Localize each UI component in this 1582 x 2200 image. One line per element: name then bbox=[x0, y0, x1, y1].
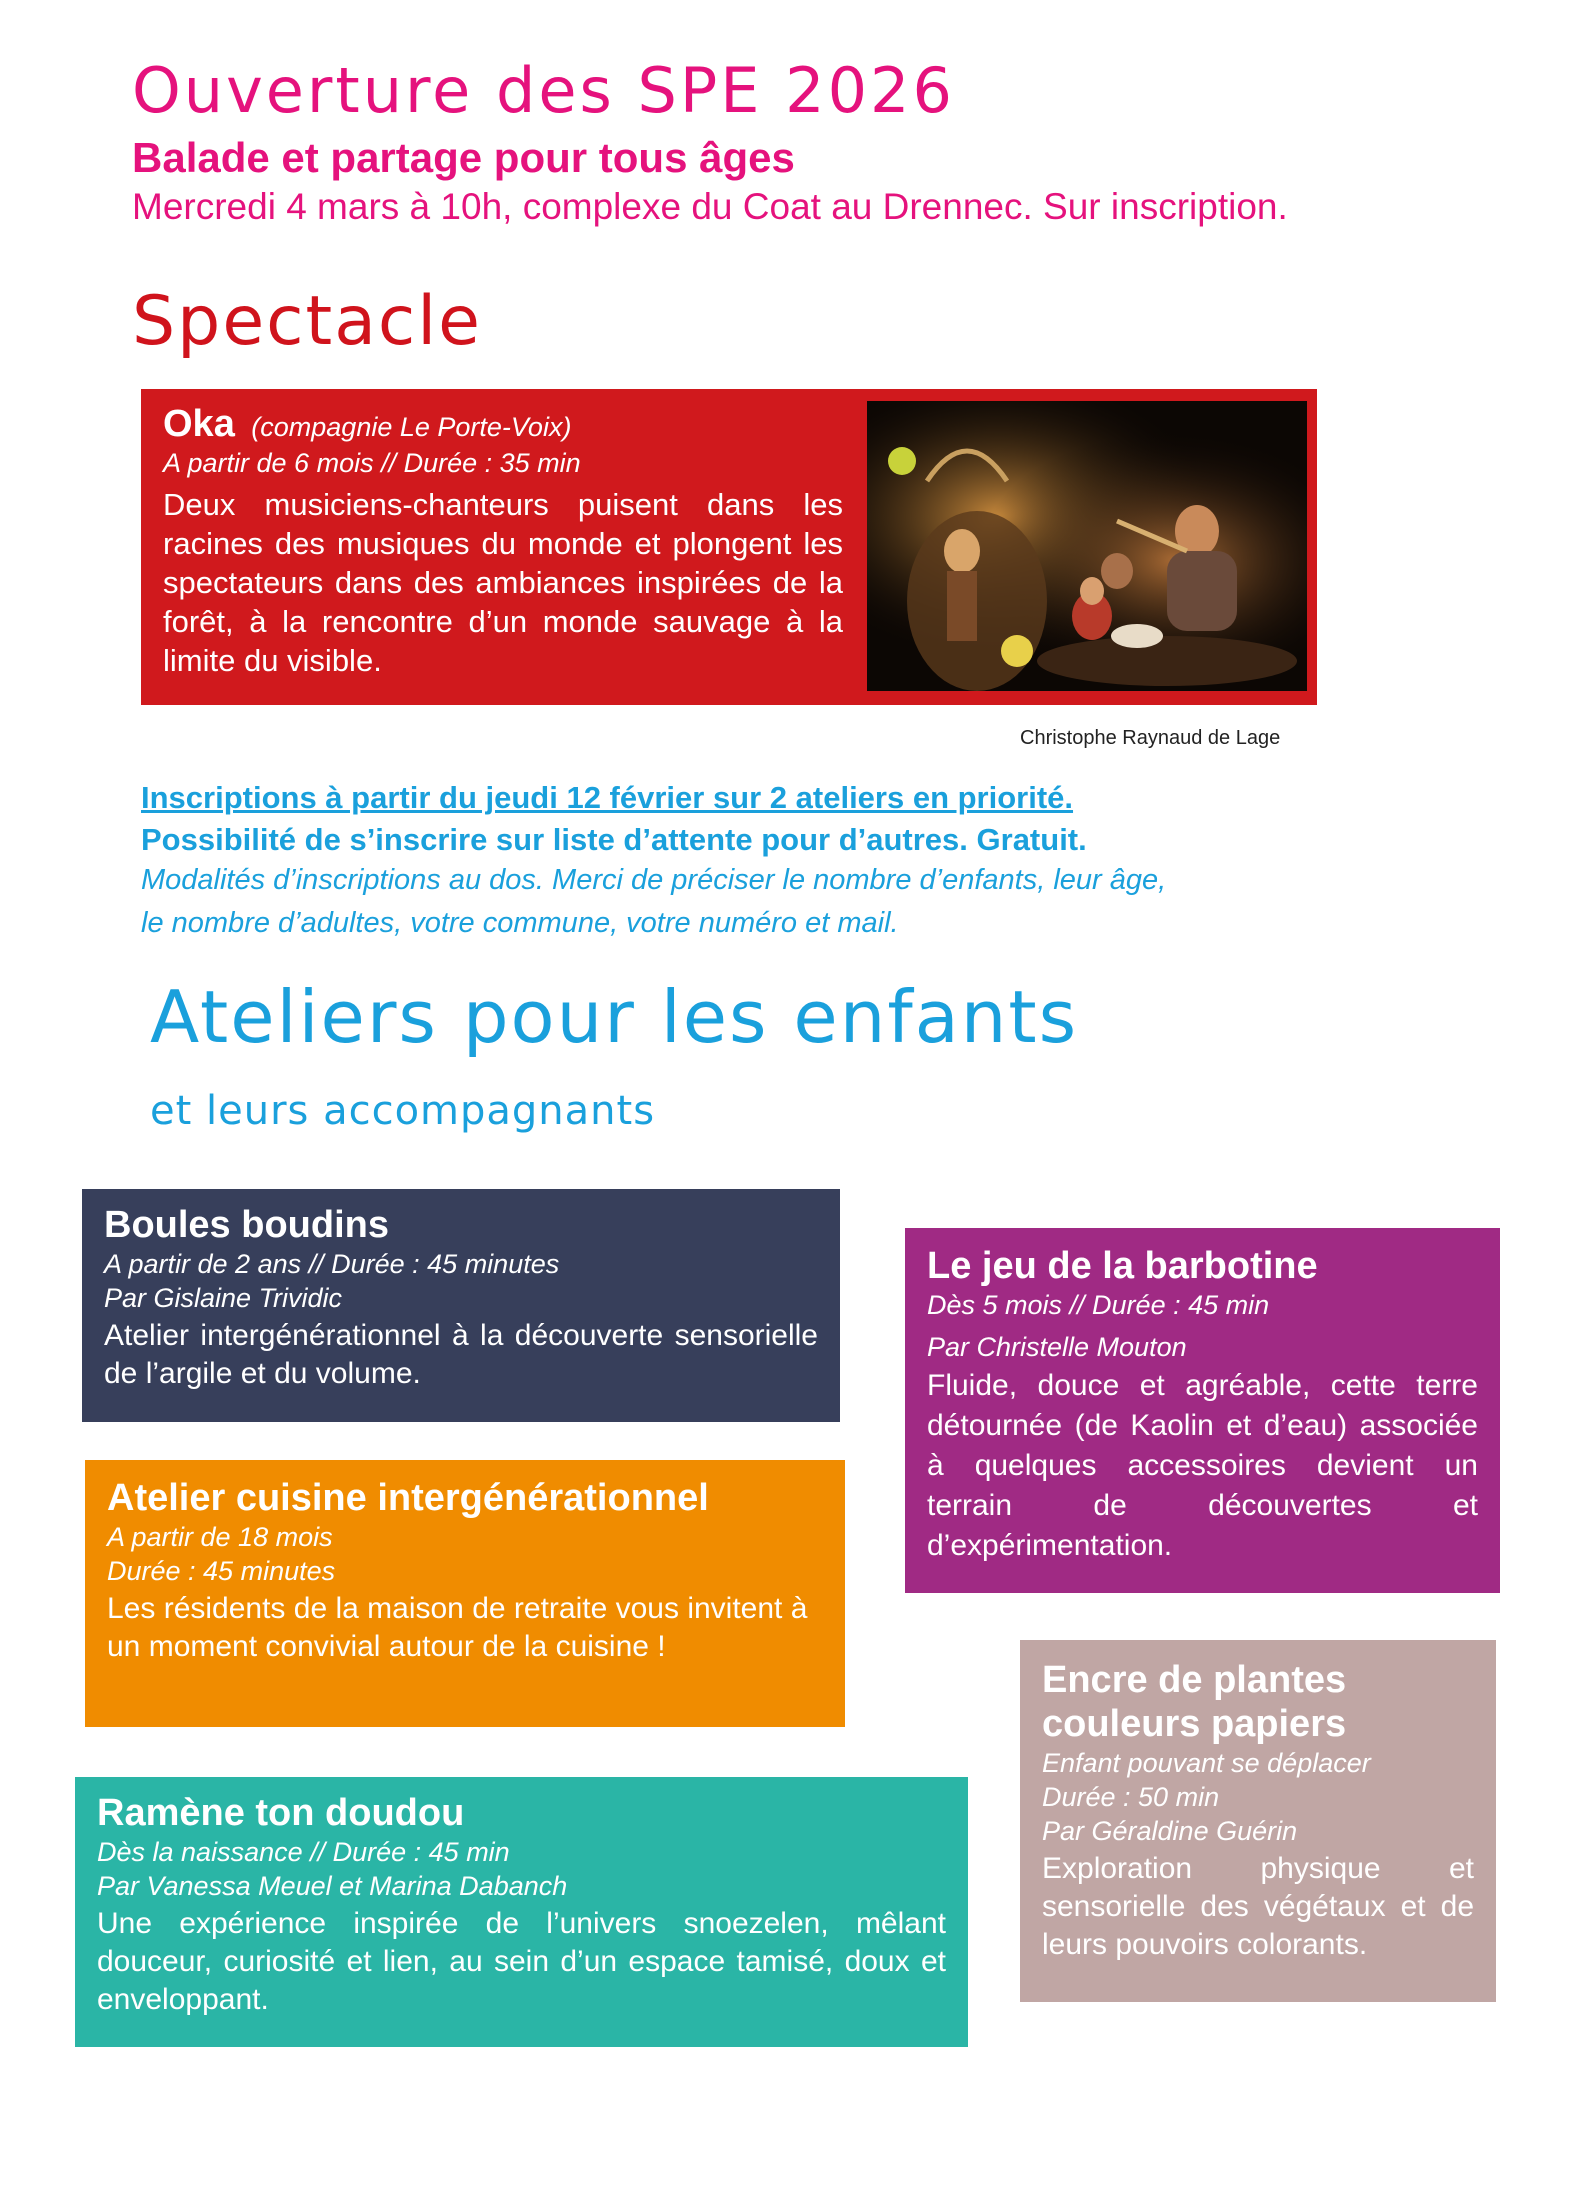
workshop-description: Atelier intergénérationnel à la découverte sensorielle de l’argile et du volume. bbox=[104, 1319, 818, 1390]
workshop-meta: A partir de 2 ans // Durée : 45 minutes bbox=[104, 1249, 560, 1279]
workshop-duration: Durée : 50 min bbox=[1042, 1782, 1220, 1812]
spectacle-meta: A partir de 6 mois // Durée : 35 min bbox=[163, 448, 581, 478]
workshop-title: Ramène ton doudou bbox=[97, 1792, 465, 1834]
workshop-title: Atelier cuisine intergénérationnel bbox=[107, 1477, 709, 1519]
workshop-host: Par Christelle Mouton bbox=[927, 1332, 1187, 1362]
spectacle-card bbox=[141, 389, 1317, 705]
workshop-card-doudou bbox=[75, 1777, 968, 2047]
workshop-card-boules-boudins bbox=[82, 1189, 840, 1422]
inscriptions-details-1: Modalités d’inscriptions au dos. Merci de préciser le nombre d’enfants, leur âge, bbox=[141, 864, 1167, 896]
ateliers-subheading: et leurs accompagnants bbox=[150, 1088, 656, 1134]
workshop-title: Le jeu de la barbotine bbox=[927, 1245, 1318, 1287]
workshop-title: Encre de plantes couleurs papiers bbox=[1042, 1659, 1347, 1745]
workshop-description: Une expérience inspirée de l’univers snoezelen, mêlant douceur, curiosité et lien, au sein d’un espace tamisé, doux et enveloppant. bbox=[97, 1907, 946, 2016]
workshop-meta: Dès 5 mois // Durée : 45 min bbox=[927, 1290, 1270, 1320]
spectacle-heading: Spectacle bbox=[132, 282, 482, 361]
inscriptions-details-2: le nombre d’adultes, votre commune, votre numéro et mail. bbox=[141, 907, 899, 939]
workshop-card-cuisine bbox=[85, 1460, 845, 1727]
spectacle-title: Oka bbox=[163, 403, 235, 445]
spectacle-photo bbox=[867, 401, 1307, 691]
spectacle-text bbox=[163, 403, 843, 680]
page-title: Ouverture des SPE 2026 bbox=[132, 54, 955, 127]
spectacle-description: Deux musiciens-chanteurs puisent dans les racines des musiques du monde et plongent les spectateurs dans des ambiances inspirées de la forêt, à la rencontre d’un monde sauvage à la limite du visible. bbox=[163, 487, 843, 678]
workshop-duration: Durée : 45 minutes bbox=[107, 1556, 336, 1586]
workshop-card-encre bbox=[1020, 1640, 1496, 2002]
workshop-description: Les résidents de la maison de retraite vous invitent à un moment convivial autour de la cuisine ! bbox=[107, 1592, 808, 1663]
workshop-host: Par Vanessa Meuel et Marina Dabanch bbox=[97, 1871, 568, 1901]
page-subtitle: Balade et partage pour tous âges bbox=[132, 134, 795, 181]
spectacle-company: (compagnie Le Porte-Voix) bbox=[251, 412, 572, 442]
workshop-host: Par Géraldine Guérin bbox=[1042, 1816, 1298, 1846]
workshop-title: Boules boudins bbox=[104, 1204, 389, 1246]
workshop-host: Par Gislaine Trividic bbox=[104, 1283, 343, 1313]
workshop-meta: A partir de 18 mois bbox=[107, 1522, 333, 1552]
stage-photo-illustration bbox=[867, 401, 1307, 691]
workshop-meta: Dès la naissance // Durée : 45 min bbox=[97, 1837, 510, 1867]
workshop-description: Fluide, douce et agréable, cette terre détournée (de Kaolin et d’eau) associée à quelques accessoires devient un terrain de découvertes et d’expérimentation. bbox=[927, 1369, 1478, 1562]
inscriptions-waitlist: Possibilité de s’inscrire sur liste d’attente pour d’autres. Gratuit. bbox=[141, 822, 1087, 857]
workshop-description: Exploration physique et sensorielle des végétaux et de leurs pouvoirs colorants. bbox=[1042, 1852, 1474, 1961]
inscriptions-link[interactable]: Inscriptions à partir du jeudi 12 février sur 2 ateliers en priorité. bbox=[141, 780, 1074, 815]
ateliers-heading: Ateliers pour les enfants bbox=[150, 975, 1079, 1059]
event-date-line: Mercredi 4 mars à 10h, complexe du Coat au Drennec. Sur inscription. bbox=[132, 186, 1288, 227]
workshop-meta: Enfant pouvant se déplacer bbox=[1042, 1748, 1371, 1778]
workshop-card-barbotine bbox=[905, 1228, 1500, 1593]
photo-credit: Christophe Raynaud de Lage bbox=[1020, 727, 1281, 749]
